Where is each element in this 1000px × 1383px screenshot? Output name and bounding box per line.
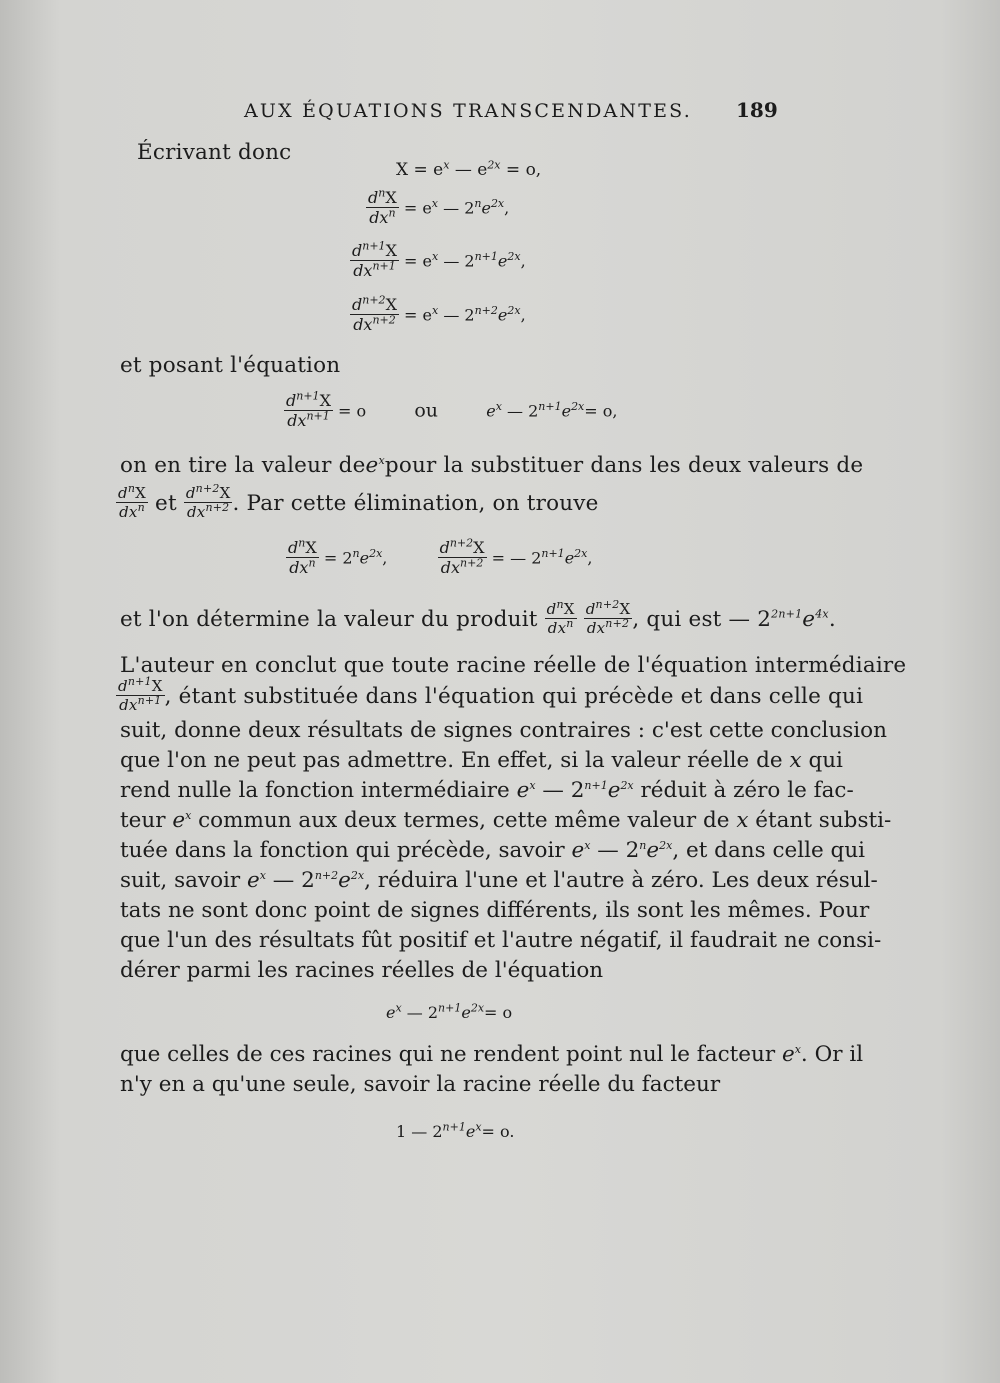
text-line: tats ne sont donc point de signes différents, ils sont les mêmes. Pour bbox=[120, 898, 870, 923]
text-line: que l'on ne peut pas admettre. En effet, si la valeur réelle de x qui bbox=[120, 748, 843, 773]
equation-dn1: $\frac{d^{n+1}X}{dx^{n+1}}$ = $e^x$ — $2^{n+1}e^{2x}$, bbox=[352, 239, 526, 280]
paragraph-2-line-1: et l'on détermine la valeur du produit $\frac{d^nX}{dx^n}$ $\frac{d^{n+2}X}{dx^{n+2}}$ , qui est — $2^{2n+1}e^{4x}$. bbox=[120, 598, 836, 637]
equation-intermediate: $\frac{d^{n+1}X}{dx^{n+1}}$ = o ou $e^x$ — $2^{n+1}e^{2x}= o$, bbox=[286, 389, 618, 430]
text-line: dérer parmi les racines réelles de l'équation bbox=[120, 958, 604, 983]
text-line: que celles de ces racines qui ne rendent point nul le facteur $e^x$. Or il bbox=[120, 1042, 864, 1067]
text-line: tuée dans la fonction qui précède, savoir $e^x$ — $2^ne^{2x}$, et dans celle qui bbox=[120, 838, 866, 863]
text-line: suit, savoir $e^x$ — $2^{n+2}e^{2x}$, réduira l'une et l'autre à zéro. Les deux résul- bbox=[120, 868, 878, 893]
paragraph-1-line-1: on en tire la valeur de $e^x$ pour la substituer dans les deux valeurs de bbox=[120, 453, 864, 478]
equation-main: $e^x$ — $2^{n+1}e^{2x}= o$ bbox=[386, 1001, 513, 1022]
paragraph-2-body bbox=[120, 716, 892, 986]
equation-dn2: $\frac{d^{n+2}X}{dx^{n+2}}$ = $e^x$ — $2^{n+2}e^{2x}$, bbox=[352, 293, 526, 334]
equation-x: $X = e^x$ — $e^{2x} = o$, bbox=[396, 158, 542, 180]
text-line: n'y en a qu'une seule, savoir la racine réelle du facteur bbox=[120, 1072, 721, 1097]
equation-dn: $\frac{d^nX}{dx^n}$ = $e^x$ — $2^ne^{2x}$, bbox=[368, 186, 510, 227]
paragraph-2-line-3: $\frac{d^{n+1}X}{dx^{n+1}}$ , étant substituée dans l'équation qui précède et dans celle qui bbox=[118, 675, 864, 714]
paragraph-2-line-2: L'auteur en conclut que toute racine réelle de l'équation intermédiaire bbox=[120, 653, 907, 678]
equation-results: $\frac{d^nX}{dx^n}$ = $2^ne^{2x}$, $\frac{d^{n+2}X}{dx^{n+2}}$ = — $2^{n+1}e^{2x}$, bbox=[288, 536, 593, 577]
text-line: que l'un des résultats fût positif et l'autre négatif, il faudrait ne consi- bbox=[120, 928, 882, 953]
paragraph-3 bbox=[120, 1040, 864, 1100]
text-line: teur $e^x$ commun aux deux termes, cette même valeur de x étant substi- bbox=[120, 808, 892, 833]
equation-factor: 1 — $2^{n+1}e^x= o$. bbox=[396, 1120, 515, 1141]
page-number: 189 bbox=[736, 98, 778, 122]
text-line: suit, donne deux résultats de signes contraires : c'est cette conclusion bbox=[120, 718, 887, 743]
text-line: rend nulle la fonction intermédiaire $e^x$ — $2^{n+1}e^{2x}$ réduit à zéro le fac- bbox=[120, 778, 854, 803]
running-head: AUX ÉQUATIONS TRANSCENDANTES. bbox=[244, 100, 692, 122]
paragraph-1-line-2: $\frac{d^nX}{dx^n}$ et $\frac{d^{n+2}X}{dx^{n+2}}$ . Par cette élimination, on trouve bbox=[118, 482, 599, 521]
intro-text: Écrivant donc bbox=[137, 140, 292, 165]
posant-text: et posant l'équation bbox=[120, 353, 341, 378]
